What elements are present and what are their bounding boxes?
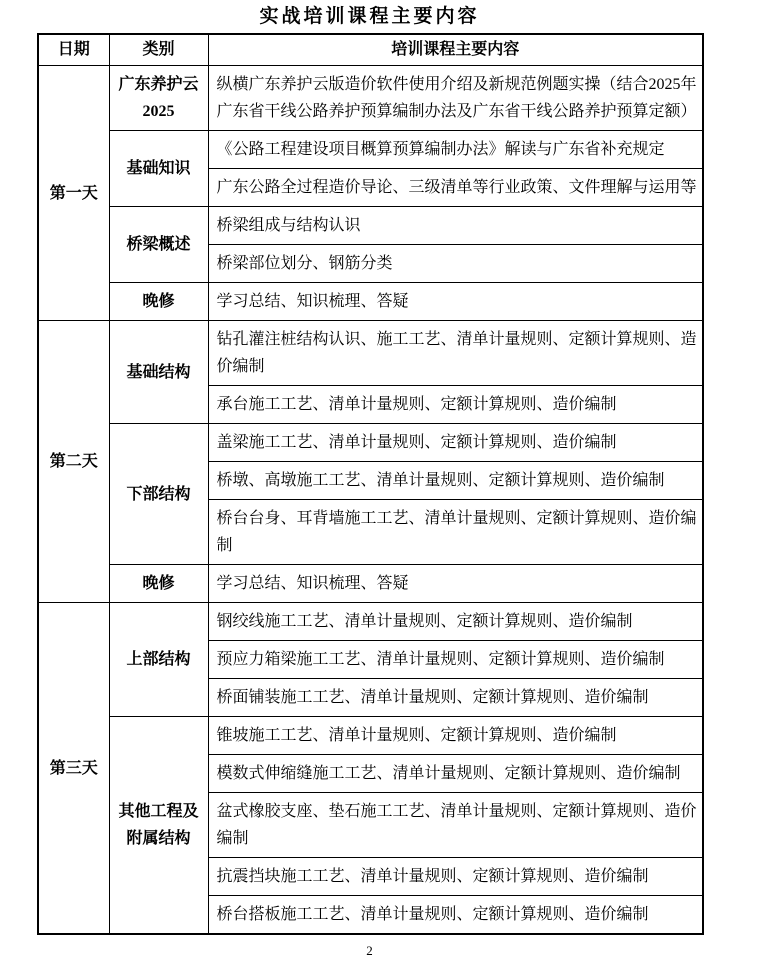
course-content-cell: 钻孔灌注桩结构认识、施工工艺、清单计量规则、定额计算规则、造价编制 [208, 321, 703, 386]
course-content-cell: 模数式伸缩缝施工工艺、清单计量规则、定额计算规则、造价编制 [208, 755, 703, 793]
course-content-cell: 纵横广东养护云版造价软件使用介绍及新规范例题实操（结合2025年广东省干线公路养护预算编制办法及广东省干线公路养护预算定额） [208, 66, 703, 131]
course-content-cell: 桥梁组成与结构认识 [208, 207, 703, 245]
day-cell: 第二天 [38, 321, 109, 603]
course-content-cell: 承台施工工艺、清单计量规则、定额计算规则、造价编制 [208, 386, 703, 424]
table-row [38, 565, 703, 603]
table-row [38, 207, 703, 245]
category-cell: 桥梁概述 [109, 207, 208, 283]
course-content-cell: 预应力箱梁施工工艺、清单计量规则、定额计算规则、造价编制 [208, 641, 703, 679]
table-row [38, 424, 703, 462]
category-cell: 其他工程及附属结构 [109, 717, 208, 935]
category-cell: 基础知识 [109, 131, 208, 207]
header-course-content: 培训课程主要内容 [208, 34, 703, 66]
course-content-cell: 学习总结、知识梳理、答疑 [208, 283, 703, 321]
course-content-cell: 抗震挡块施工工艺、清单计量规则、定额计算规则、造价编制 [208, 858, 703, 896]
category-cell: 广东养护云2025 [109, 66, 208, 131]
page-number: 2 [366, 943, 373, 958]
course-content-cell: 桥墩、高墩施工工艺、清单计量规则、定额计算规则、造价编制 [208, 462, 703, 500]
table-row [38, 283, 703, 321]
course-content-cell: 桥梁部位划分、钢筋分类 [208, 245, 703, 283]
header-date: 日期 [38, 34, 109, 66]
table-row [38, 66, 703, 131]
course-content-cell: 桥台台身、耳背墙施工工艺、清单计量规则、定额计算规则、造价编制 [208, 500, 703, 565]
day-cell: 第三天 [38, 603, 109, 935]
page-title: 实战培训课程主要内容 [259, 6, 480, 27]
category-cell: 上部结构 [109, 603, 208, 717]
course-content-cell: 桥面铺装施工工艺、清单计量规则、定额计算规则、造价编制 [208, 679, 703, 717]
table-row [38, 321, 703, 386]
table-row [38, 131, 703, 169]
course-content-cell: 《公路工程建设项目概算预算编制办法》解读与广东省补充规定 [208, 131, 703, 169]
category-cell: 基础结构 [109, 321, 208, 424]
day-cell: 第一天 [38, 66, 109, 321]
course-content-cell: 钢绞线施工工艺、清单计量规则、定额计算规则、造价编制 [208, 603, 703, 641]
document-column [37, 0, 702, 958]
header-row [38, 34, 703, 66]
course-content-cell: 盖梁施工工艺、清单计量规则、定额计算规则、造价编制 [208, 424, 703, 462]
course-content-cell: 广东公路全过程造价导论、三级清单等行业政策、文件理解与运用等 [208, 169, 703, 207]
category-cell: 晚修 [109, 283, 208, 321]
table-row [38, 603, 703, 641]
course-table [37, 33, 704, 935]
course-content-cell: 锥坡施工工艺、清单计量规则、定额计算规则、造价编制 [208, 717, 703, 755]
course-content-cell: 学习总结、知识梳理、答疑 [208, 565, 703, 603]
header-category: 类别 [109, 34, 208, 66]
category-cell: 晚修 [109, 565, 208, 603]
course-content-cell: 盆式橡胶支座、垫石施工工艺、清单计量规则、定额计算规则、造价编制 [208, 793, 703, 858]
category-cell: 下部结构 [109, 424, 208, 565]
course-table-body [38, 66, 703, 935]
table-row [38, 717, 703, 755]
course-content-cell: 桥台搭板施工工艺、清单计量规则、定额计算规则、造价编制 [208, 896, 703, 935]
